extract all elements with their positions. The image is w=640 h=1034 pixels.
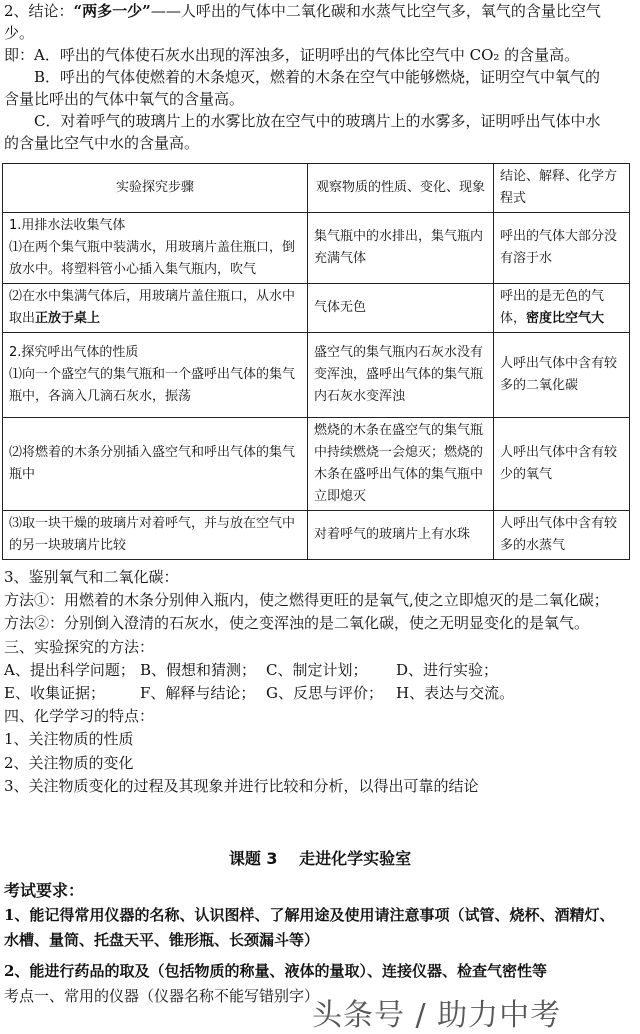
step-text: ⑴在两个集气瓶中装满水，用玻璃片盖住瓶口，倒放水中。将塑料管小心插入集气瓶内，吹气 xyxy=(9,240,296,277)
conclusion-quote: “两多一少” xyxy=(73,2,151,20)
table-row xyxy=(3,284,630,333)
method-1: 方法①：用燃着的木条分别伸入瓶内，使之燃得更旺的是氧气,使之立即熄灭的是二氧化碳； xyxy=(4,591,609,610)
observation-cell: 燃烧的木条在盛空气的集气瓶中持续燃烧一会熄灭；燃烧的木条在盛呼出气体的集气瓶中立即熄灭 xyxy=(308,418,494,511)
inquiry-options-row-2 xyxy=(4,682,634,705)
option-e: E、收集证据； xyxy=(4,684,105,703)
requirement-1-line-2: 水槽、量筒、托盘天平、锥形瓶、长颈漏斗等） xyxy=(4,931,320,949)
conclusion-c-1: C．对着呼气的玻璃片上的水雾比放在空气中的玻璃片上的水雾多，证明呼出气体中水 xyxy=(4,112,601,130)
exam-heading: 考试要求： xyxy=(4,881,85,900)
experiment-table xyxy=(2,163,630,560)
conclusion-cell: 人呼出气体中含有较少的氧气 xyxy=(494,418,630,511)
inquiry-options-row-1 xyxy=(4,659,634,682)
option-h: H、表达与交流。 xyxy=(396,684,515,703)
features-heading: 四、化学学习的特点： xyxy=(4,707,155,726)
lesson-title: 课题 3 走进化学实验室 xyxy=(228,849,412,868)
step-emphasis: 正放于桌上 xyxy=(35,311,101,326)
conclusion-a: 即：A．呼出的气体使石灰水出现的浑浊多，证明呼出的气体比空气中 CO₂ 的含量高。 xyxy=(4,46,580,64)
conclusion-text: ——人呼出的气体中二氧化碳和水蒸气比空气多，氧气的含量比空气 xyxy=(150,2,601,20)
table-header-row xyxy=(3,164,630,213)
conclusion-cell xyxy=(494,284,630,333)
option-b: B、假想和猜测； xyxy=(140,660,257,679)
conclusion-emphasis: 密度比空气大 xyxy=(526,311,605,326)
observation-cell: 盛空气的集气瓶内石灰水没有变浑浊，盛呼出气体的集气瓶内石灰水变浑浊 xyxy=(308,333,494,418)
option-d: D、进行实验； xyxy=(396,660,499,679)
step-title: 2.探究呼出气体的性质 xyxy=(9,345,139,360)
conclusion-cell: 人呼出气体中含有较多的二氧化碳 xyxy=(494,333,630,418)
watermark-text: 头条号 / 助力中考 xyxy=(312,998,562,1033)
conclusion-line-2: 少。 xyxy=(4,24,35,42)
header-conclusion: 结论、解释、化学方程式 xyxy=(494,164,630,213)
exam-point-1: 考点一、常用的仪器（仪器名称不能写错别字） xyxy=(4,987,320,1005)
conclusion-label: 2、结论： xyxy=(4,2,74,20)
method-2: 方法②：分别倒入澄清的石灰水，使之变浑浊的是二氧化碳，使之无明显变化的是氧气。 xyxy=(4,614,590,633)
step-title: 1.用排水法收集气体 xyxy=(9,218,126,233)
step-cell xyxy=(3,333,308,418)
option-c: C、制定计划； xyxy=(266,660,368,679)
table-row xyxy=(3,511,630,560)
observation-cell: 集气瓶中的水排出，集气瓶内充满气体 xyxy=(308,213,494,284)
step-cell xyxy=(3,213,308,284)
conclusion-text: 呼出的是无色的气体， xyxy=(500,289,605,326)
conclusion-b-2: 含量比呼出的气体中氧气的含量高。 xyxy=(4,90,245,108)
step-cell: ⑶取一块干燥的玻璃片对着呼气，并与放在空气中的另一块玻璃片比较 xyxy=(3,511,308,560)
conclusion-cell: 呼出的气体大部分没有溶于水 xyxy=(494,213,630,284)
conclusion-section xyxy=(4,0,632,154)
feature-2: 2、关注物质的变化 xyxy=(4,753,134,772)
conclusion-c-2: 的含量比空气中水的含量高。 xyxy=(4,134,200,152)
requirement-1-line-1: 1、能记得常用仪器的名称、认识图样、了解用途及使用请注意事项（试管、烧杯、酒精灯、 xyxy=(4,906,615,924)
requirement-2: 2、能进行药品的取及（包括物质的称量、液体的量取）、连接仪器、检查气密性等 xyxy=(4,962,547,980)
conclusion-b-1: B．呼出的气体使燃着的木条熄灭，燃着的木条在空气中能够燃烧，证明空气中氧气的 xyxy=(4,68,601,86)
table-row xyxy=(3,213,630,284)
option-f: F、解释与结论； xyxy=(140,684,256,703)
inquiry-methods-heading: 三、实验探究的方法： xyxy=(4,637,155,656)
header-observation: 观察物质的性质、变化、现象 xyxy=(308,164,494,213)
conclusion-cell: 人呼出气体中含有较多的水蒸气 xyxy=(494,511,630,560)
step-cell xyxy=(3,284,308,333)
step-text: ⑵在水中集满气体后，用玻璃片盖住瓶口，从水中取出 xyxy=(9,289,296,326)
table-row xyxy=(3,333,630,418)
header-steps: 实验探究步骤 xyxy=(3,164,308,213)
observation-cell: 对着呼气的玻璃片上有水珠 xyxy=(308,511,494,560)
identify-heading: 3、鉴别氧气和二氧化碳： xyxy=(4,568,179,586)
step-cell: ⑵将燃着的木条分别插入盛空气和呼出气体的集气瓶中 xyxy=(3,418,308,511)
option-a: A、提出科学问题； xyxy=(4,660,135,679)
feature-1: 1、关注物质的性质 xyxy=(4,730,134,749)
step-text: ⑴向一个盛空气的集气瓶和一个盛呼出气体的集气瓶中，各滴入几滴石灰水，振荡 xyxy=(9,367,296,404)
methods-section xyxy=(4,566,634,798)
option-g: G、反思与评价； xyxy=(266,684,383,703)
observation-cell: 气体无色 xyxy=(308,284,494,333)
conclusion-line-1 xyxy=(4,0,632,22)
table-row xyxy=(3,418,630,511)
feature-3: 3、关注物质变化的过程及其现象并进行比较和分析，以得出可靠的结论 xyxy=(4,776,479,795)
